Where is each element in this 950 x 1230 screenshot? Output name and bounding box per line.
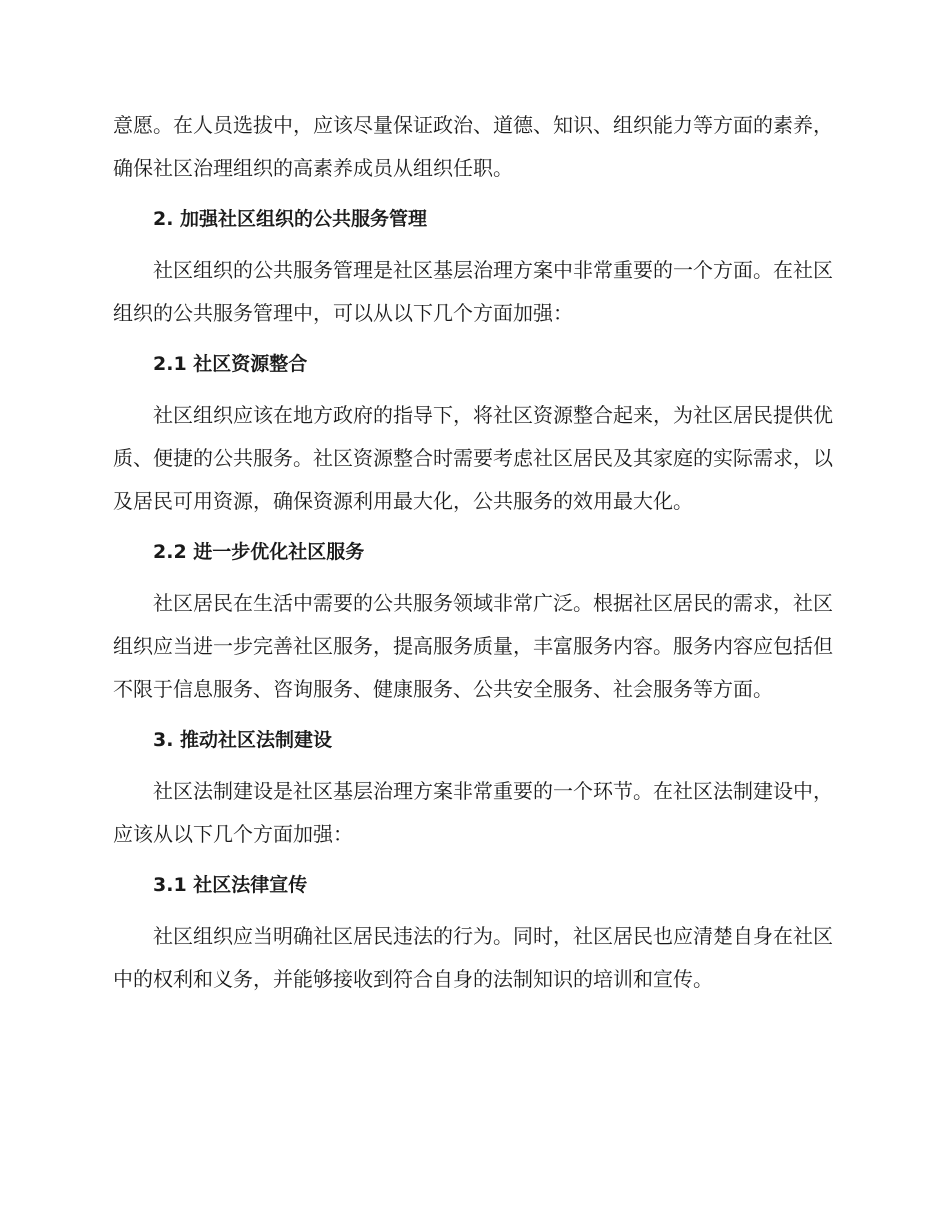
paragraph-legal-publicity: 社区组织应当明确社区居民违法的行为。同时，社区居民也应清楚自身在社区中的权利和义务，并能够接收到符合自身的法制知识的培训和宣传。 [113, 924, 833, 991]
heading-public-service-management: 2. 加强社区组织的公共服务管理 [153, 208, 428, 230]
document-body [113, 104, 833, 1001]
paragraph-legal-construction: 社区法制建设是社区基层治理方案非常重要的一个环节。在社区法制建设中，应该从以下几个方面加强： [113, 779, 833, 846]
paragraph-personnel-selection: 意愿。在人员选拔中，应该尽量保证政治、道德、知识、组织能力等方面的素养，确保社区治理组织的高素养成员从组织任职。 [113, 113, 833, 180]
heading-legal-publicity: 3.1 社区法律宣传 [153, 874, 308, 896]
heading-legal-construction: 3. 推动社区法制建设 [153, 729, 333, 751]
heading-resource-integration: 2.1 社区资源整合 [153, 353, 308, 375]
heading-optimize-services: 2.2 进一步优化社区服务 [153, 541, 365, 563]
paragraph-optimize-services: 社区居民在生活中需要的公共服务领域非常广泛。根据社区居民的需求，社区组织应当进一步完善社区服务，提高服务质量，丰富服务内容。服务内容应包括但不限于信息服务、咨询服务、健康服务、公共安全服务、社会服务等方面。 [113, 591, 833, 701]
paragraph-resource-integration: 社区组织应该在地方政府的指导下，将社区资源整合起来，为社区居民提供优质、便捷的公共服务。社区资源整合时需要考虑社区居民及其家庭的实际需求，以及居民可用资源，确保资源利用最大化，公共服务的效用最大化。 [113, 403, 833, 513]
paragraph-public-service-intro: 社区组织的公共服务管理是社区基层治理方案中非常重要的一个方面。在社区组织的公共服务管理中，可以从以下几个方面加强： [113, 258, 833, 325]
